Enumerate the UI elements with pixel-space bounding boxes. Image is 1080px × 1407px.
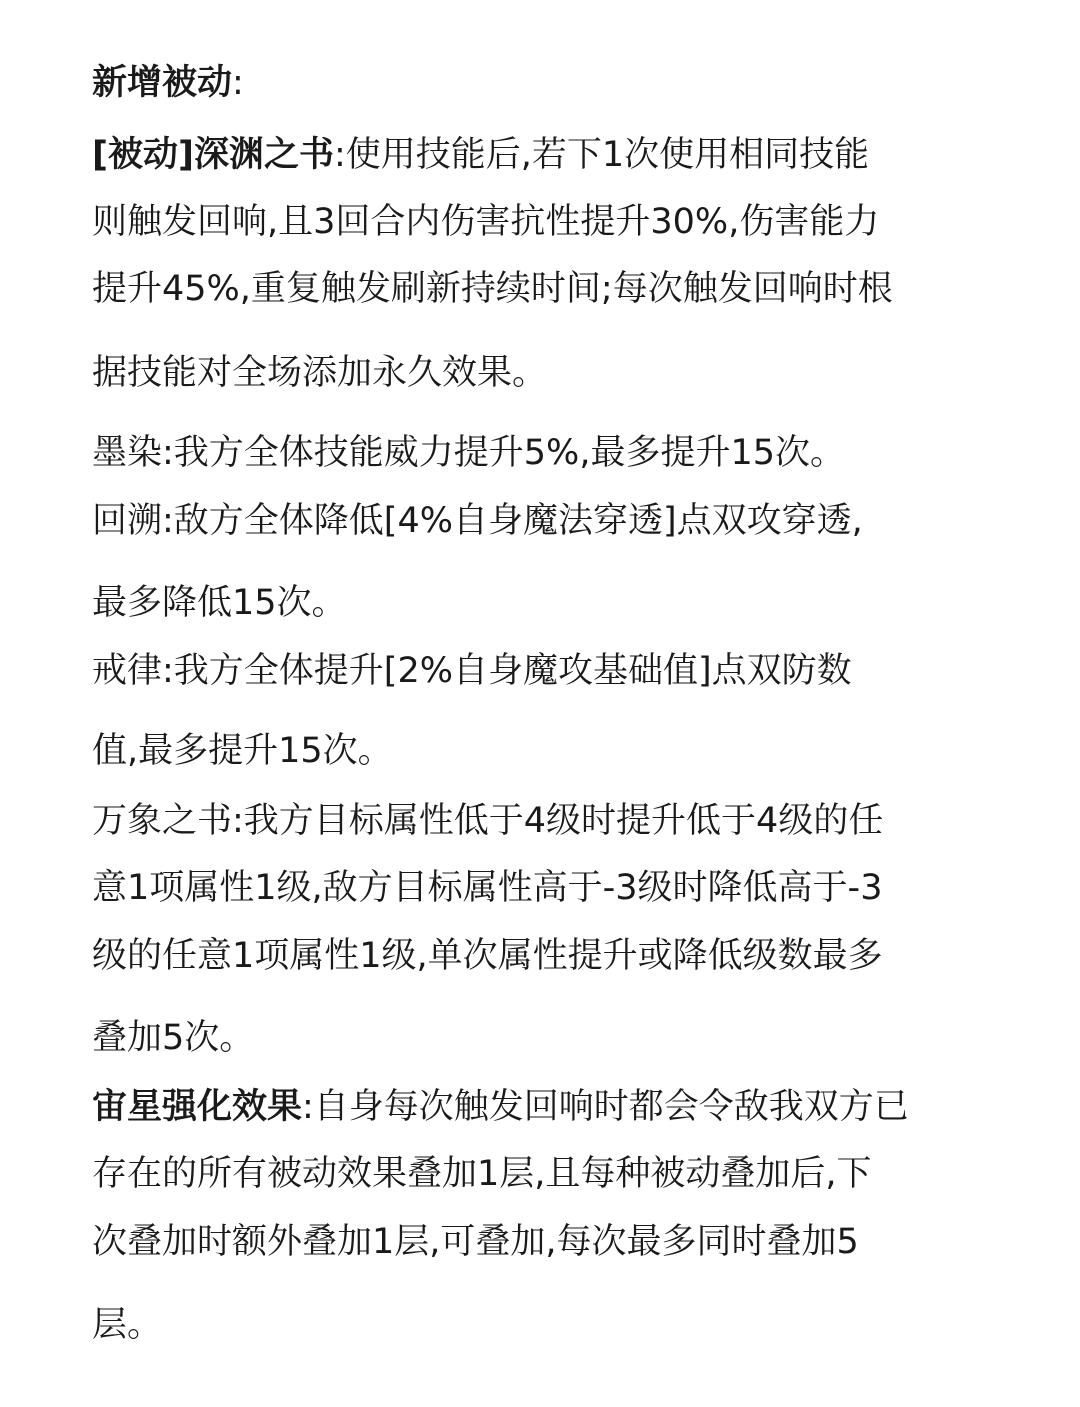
zhouxing-line-3: 次叠加时额外叠加1层,可叠加,每次最多同时叠加5 bbox=[92, 1222, 859, 1262]
shenyuan-line-4: 据技能对全场添加永久效果。 bbox=[92, 353, 548, 393]
husu-line-1: 回溯:敌方全体降低[4%自身魔法穿透]点双攻穿透, bbox=[92, 501, 863, 541]
page-title-colon: : bbox=[232, 63, 244, 103]
wanxiang-line-4: 叠加5次。 bbox=[92, 1018, 255, 1058]
shenyuan-line-1 bbox=[92, 127, 869, 183]
zhouxing-text-1: :自身每次触发回响时都会令敌我双方已 bbox=[302, 1087, 909, 1127]
husu-line-2: 最多降低15次。 bbox=[92, 583, 347, 623]
wanxiang-line-2: 意1项属性1级,敌方目标属性高于-3级时降低高于-3 bbox=[92, 868, 883, 908]
jielv-line-1: 戒律:我方全体提升[2%自身魔攻基础值]点双防数 bbox=[92, 651, 852, 691]
moran-line-1: 墨染:我方全体技能威力提升5%,最多提升15次。 bbox=[92, 433, 845, 473]
shenyuan-line-2: 则触发回响,且3回合内伤害抗性提升30%,伤害能力 bbox=[92, 202, 880, 242]
zhouxing-line-4: 层。 bbox=[92, 1305, 163, 1345]
zhouxing-line-1 bbox=[92, 1079, 909, 1135]
shenyuan-text-1: :使用技能后,若下1次使用相同技能 bbox=[334, 135, 870, 175]
zhouxing-label: 宙星强化效果 bbox=[92, 1087, 303, 1127]
shenyuan-line-3: 提升45%,重复触发刷新持续时间;每次触发回响时根 bbox=[92, 269, 893, 309]
page-title bbox=[92, 55, 244, 111]
shenyuan-label: [被动]深渊之书 bbox=[92, 135, 334, 175]
wanxiang-line-1: 万象之书:我方目标属性低于4级时提升低于4级的任 bbox=[92, 801, 884, 841]
wanxiang-line-3: 级的任意1项属性1级,单次属性提升或降低级数最多 bbox=[92, 936, 883, 976]
page-title-text: 新增被动 bbox=[92, 63, 233, 103]
jielv-line-2: 值,最多提升15次。 bbox=[92, 731, 393, 771]
zhouxing-line-2: 存在的所有被动效果叠加1层,且每种被动叠加后,下 bbox=[92, 1154, 872, 1194]
